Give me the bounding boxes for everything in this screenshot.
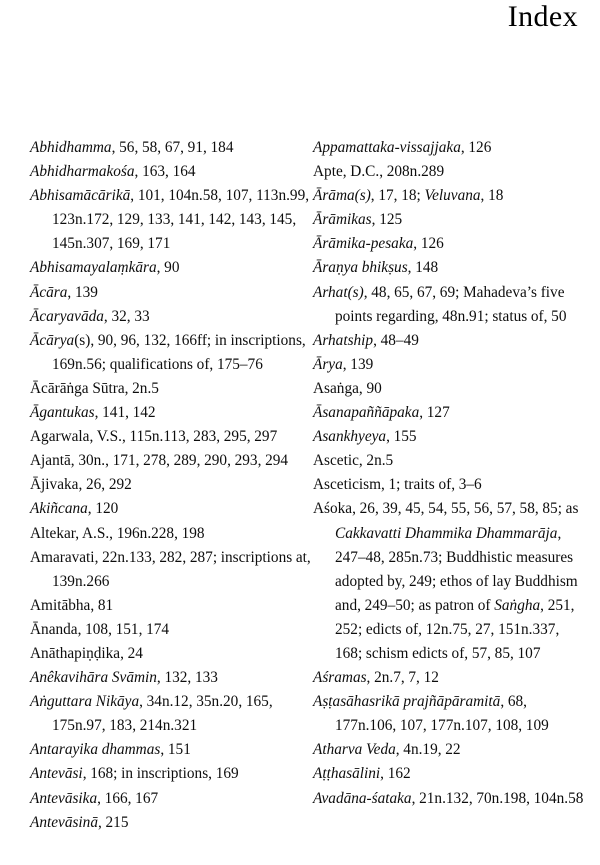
index-headword: Aśramas [313,669,367,687]
index-headword: Ānanda [30,620,78,638]
index-locators: , 139 [342,355,374,373]
index-entry [30,425,313,449]
index-locators: , 168; in inscriptions, 169 [82,765,239,783]
index-locators: , 48–49 [373,331,419,349]
index-locators: , 148 [407,259,439,277]
index-locators: , 215 [97,813,129,831]
index-headword: Ārāmika-pesaka [313,235,414,253]
index-entry [30,762,313,786]
index-headword: Amitābha [30,596,91,614]
index-entry [313,425,586,449]
page-title: Index [507,0,578,33]
index-entry [30,666,313,690]
index-headword: Abhisamācārikā [30,187,131,205]
index-entry [313,377,586,401]
index-headword: Asceticism [313,476,381,494]
index-headword: Ascetic [313,452,359,470]
index-entry [313,256,586,280]
index-entry [313,353,586,377]
index-headword: Āraṇya bhikṣus [313,259,408,277]
index-locators: , 26, 292 [78,476,132,494]
index-headword: Āgantukas [30,404,95,422]
index-entry [30,449,313,473]
index-headword: Ārāmikas [313,211,372,229]
index-headword: Ācāra [30,283,68,301]
index-entry [30,497,313,521]
index-locators: , 2n.7, 7, 12 [366,669,439,687]
index-headword: Abhidhamma [30,139,112,156]
index-entry [30,401,313,425]
index-locators: , 125 [371,211,403,229]
index-column-right [313,136,586,811]
index-headword: Agarwala, V.S. [30,428,122,446]
index-entry [313,160,586,184]
index-headword: Avadāna-śataka [313,789,412,807]
index-locators: , 163, 164 [134,163,196,181]
index-headword: Altekar, A.S. [30,524,110,542]
index-column-left [30,136,313,835]
index-locators: , 90 [358,379,382,397]
index-entry [30,256,313,280]
index-locators: , 101, 104n.58, 107, 113n.99, 123n.172, 129, 133, 141, 142, 143, 145, 145n.307, 169, 171 [52,187,310,253]
index-headword: Aṣṭasāhasrikā prajñāpāramitā [313,693,501,711]
index-entry [313,184,586,208]
index-locators: , 196n.228, 198 [109,524,205,542]
index-entry [30,160,313,184]
index-entry [313,136,586,160]
index-locators: , 115n.113, 283, 295, 297 [121,428,278,446]
index-entry [313,473,586,497]
index-locators: , 126 [413,235,444,253]
index-headword: Asaṅga [313,379,359,397]
index-headword: Antarayika dhammas [30,741,161,759]
index-locators: , 151 [160,741,191,759]
index-headword: Ācārya [30,331,75,349]
index-locators: , 120 [87,500,119,518]
index-entry [313,449,586,473]
index-headword: Aṭṭhasālini [313,765,381,783]
index-headword: Arhatship [313,331,374,349]
index-headword: Ajantā [30,452,71,470]
index-headword: Antevāsi [30,765,83,783]
index-entry [313,762,586,786]
index-headword: Apte, D.C. [313,163,380,181]
index-locators: , 17, 18; Veluvana, 18 [370,187,504,205]
index-locators: , 166, 167 [97,789,159,807]
index-headword: Aṅguttara Nikāya [30,693,140,711]
index-entry [30,738,313,762]
index-locators: , 32, 33 [103,307,150,325]
index-headword: Ājivaka [30,476,79,494]
index-headword: Antevāsinā [30,813,98,831]
index-locators: , 162 [380,765,411,783]
index-locators: , 141, 142 [94,404,156,422]
index-locators: , 30n., 171, 278, 289, 290, 293, 294 [70,452,289,470]
index-locators: , 108, 151, 174 [77,620,170,638]
index-entry [313,690,586,738]
index-headword: Antevāsika [30,789,98,807]
index-entry [30,522,313,546]
index-locators: , 56, 58, 67, 91, 184 [111,139,234,156]
index-entry [313,787,586,811]
index-headword: Ācaryavāda [30,307,104,325]
index-headword: Aśoka [313,500,353,518]
index-entry [30,642,313,666]
index-entry [30,787,313,811]
index-locators: , 90 [156,259,180,277]
index-entry [30,377,313,401]
index-locators: , 139 [67,283,98,301]
index-locators: , 24 [120,644,143,662]
index-entry [30,618,313,642]
index-headword: Abhidharmakośa [30,163,135,181]
index-locators: , 21n.132, 70n.198, 104n.58 [411,789,584,807]
index-entry [313,497,586,666]
index-headword: Atharva Veda [313,741,396,759]
index-headword: Ārya [313,355,343,373]
index-entry [313,281,586,329]
index-entry [313,738,586,762]
index-headword: Āsanapaññāpaka [313,404,420,422]
index-entry [30,473,313,497]
index-entry [313,208,586,232]
page-header [0,0,578,52]
index-entry [30,136,313,160]
index-locators: (s), 90, 96, 132, 166ff; in inscriptions, 169n.56; qualifications of, 175–76 [52,331,306,373]
index-entry [313,666,586,690]
index-headword: Asankhyeya [313,428,387,446]
index-locators: , 127 [419,404,450,422]
index-entry [30,281,313,305]
index-locators: , 2n.5 [124,379,159,397]
index-headword: Abhisamayalaṃkāra [30,259,157,277]
index-headword: Arhat(s) [313,283,364,301]
index-locators: , 208n.289 [379,163,445,181]
index-headword: Ācārāṅga Sūtra [30,379,125,397]
index-entry [30,184,313,256]
index-locators: , 1; traits of, 3–6 [380,476,482,494]
index-headword: Amaravati [30,548,95,566]
index-locators: , 48, 65, 67, 69; Mahadeva’s five points regarding, 48n.91; status of, 50 [335,283,567,325]
index-headword: Akiñcana [30,500,88,518]
index-locators: , 68, 177n.106, 107, 177n.107, 108, 109 [335,693,549,735]
index-entry [313,232,586,256]
index-locators: , 22n.133, 282, 287; inscriptions at, 139n.266 [52,548,311,590]
index-headword: Ārāma(s) [313,187,371,205]
index-locators: , 34n.12, 35n.20, 165, 175n.97, 183, 214n.321 [52,693,273,735]
index-entry [30,329,313,377]
index-entry [30,811,313,835]
index-headword: Anāthapiṇḍika [30,644,121,662]
index-headword: Appamattaka-vissajjaka [313,139,461,156]
index-locators: , 4n.19, 22 [395,741,461,759]
index-entry [30,690,313,738]
index-locators: , 81 [90,596,114,614]
index-body [30,136,586,835]
index-headword: Anêkavihāra Svāmin [30,669,157,687]
index-entry [30,305,313,329]
index-locators: , 26, 39, 45, 54, 55, 56, 57, 58, 85; as Cakkavatti Dhammika Dhammarāja, 247–48, 285n.73; Buddhistic measures adopted by, 249; ethos of lay Buddhism and, 249–50; as patron of Saṅgha, 251, 252; edicts of, 12n.75, 27, 151n.337, 168; schism edicts of, 57, 85, 107 [335,500,579,662]
index-entry [30,594,313,618]
index-entry [313,401,586,425]
index-entry [30,546,313,594]
index-locators: , 155 [386,428,417,446]
index-locators: , 132, 133 [156,669,218,687]
index-locators: , 126 [460,139,492,156]
index-locators: , 2n.5 [358,452,394,470]
index-entry [313,329,586,353]
